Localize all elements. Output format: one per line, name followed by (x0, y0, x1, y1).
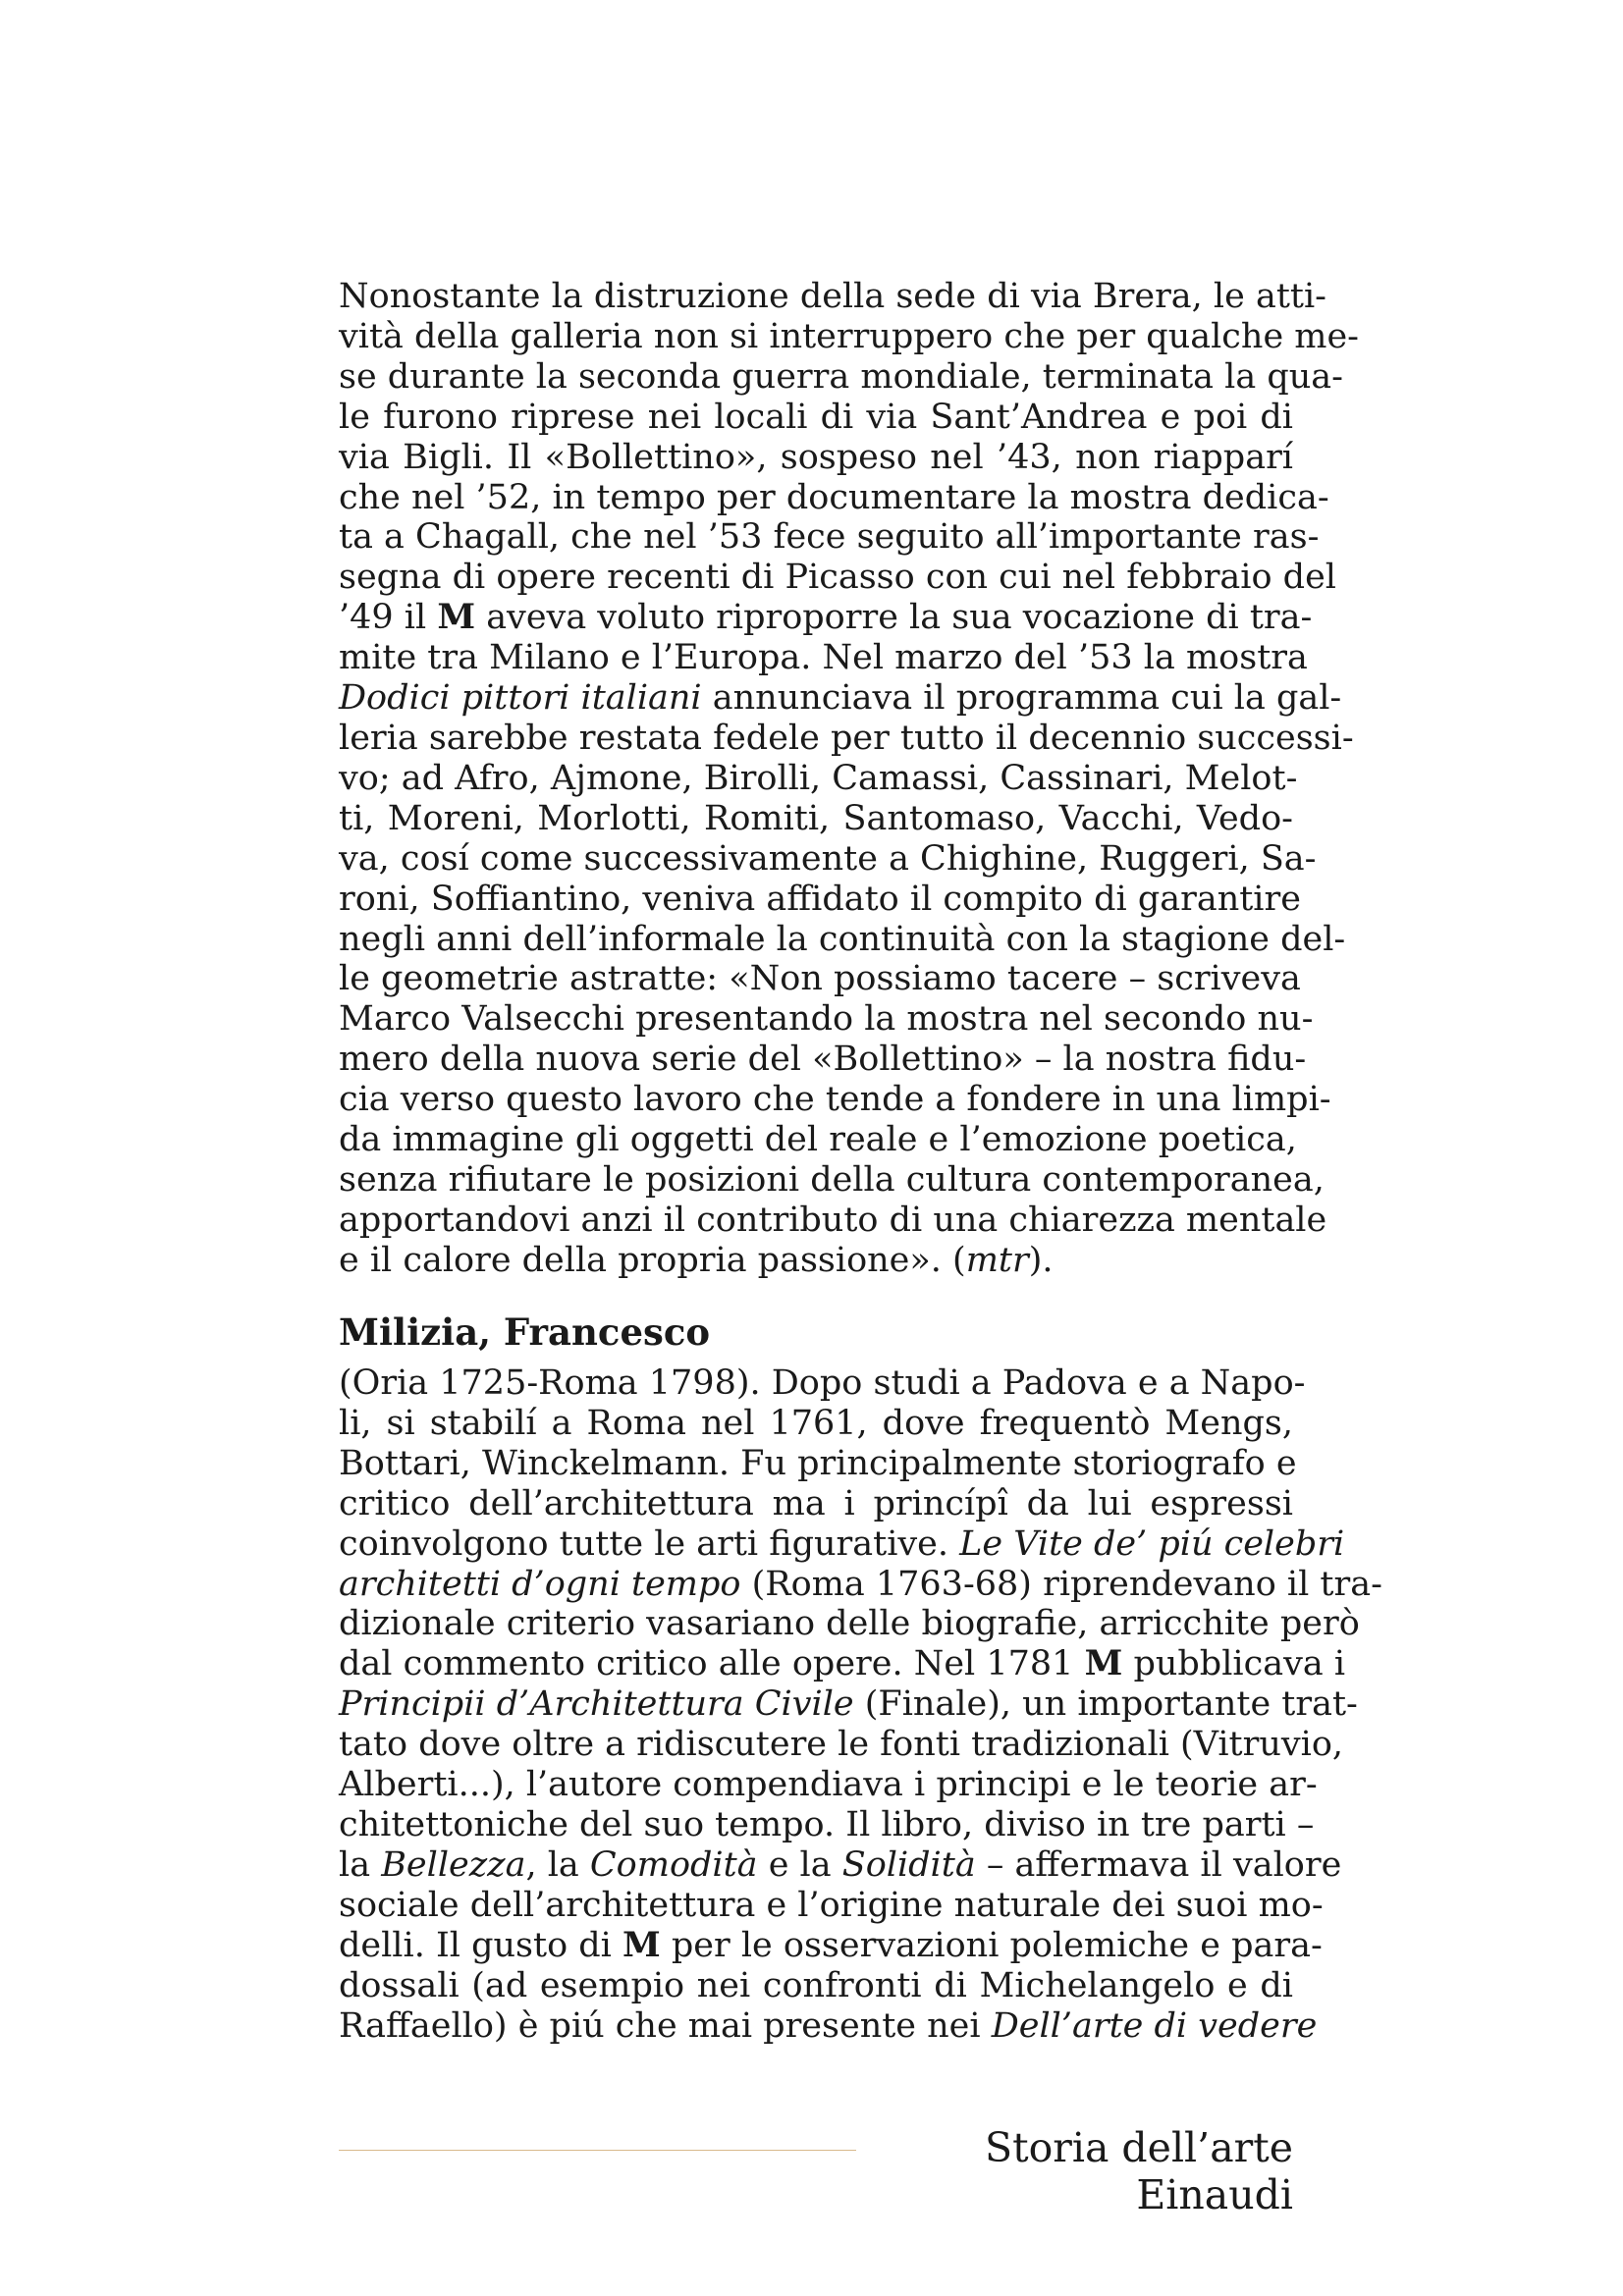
text-line: vo; ad Afro, Ajmone, Birolli, Camassi, Cassinari, Melot- (339, 758, 1298, 798)
text-run: – affermava il valore (975, 1844, 1342, 1885)
text-run: ’49 il (339, 598, 438, 638)
text-line: mero della nuova serie del «Bollettino» – la nostra fidu- (339, 1040, 1307, 1080)
footer-series-title: Storia dell’arte Einaudi (985, 2124, 1293, 2218)
text-line: dossali (ad esempio nei confronti di Michelangelo e di (339, 1965, 1293, 2005)
subject-abbreviation: M (437, 597, 476, 638)
text-line: le furono riprese nei locali di via Sant’Andrea e poi di (339, 397, 1293, 437)
text-line (339, 1643, 1346, 1684)
entry-heading: Milizia, Francesco (339, 1310, 711, 1354)
italic-title: Principii d’Architettura Civile (339, 1684, 854, 1725)
italic-title: Bellezza (381, 1844, 526, 1885)
text-run: e la (757, 1844, 842, 1885)
italic-title: Comodità (589, 1844, 758, 1885)
text-line: Nonostante la distruzione della sede di via Brera, le atti- (339, 277, 1326, 316)
text-line (339, 1241, 1293, 1281)
text-line: da immagine gli oggetti del reale e l’emozione poetica, (339, 1120, 1297, 1160)
body-paragraph-milizia (339, 1363, 1382, 2046)
text-run: la (339, 1844, 382, 1885)
text-run: pubblicava i (1122, 1644, 1346, 1684)
body-paragraph-gallery (339, 277, 1360, 1281)
text-line (339, 1564, 1382, 1605)
text-line: tato dove oltre a ridiscutere le fonti tradizionali (Vitruvio, (339, 1725, 1344, 1765)
text-line: vità della galleria non si interruppero che per qualche me- (339, 316, 1360, 356)
text-line: critico dell’architettura ma i princípî da lui espressi (339, 1483, 1293, 1523)
text-run: e il calore della propria passione». ( (339, 1240, 966, 1280)
text-line: che nel ’52, in tempo per documentare la mostra dedica- (339, 477, 1329, 517)
text-line: Alberti...), l’autore compendiava i principi e le teorie ar- (339, 1765, 1318, 1805)
text-line (339, 1684, 1358, 1725)
text-line: segna di opere recenti di Picasso con cui nel febbraio del (339, 558, 1336, 598)
text-run: Raffaello) è piú che mai presente nei (339, 2005, 992, 2046)
text-line: ti, Moreni, Morlotti, Romiti, Santomaso, Vacchi, Vedo- (339, 798, 1293, 838)
subject-abbreviation: M (1084, 1643, 1123, 1684)
text-line: se durante la seconda guerra mondiale, terminata la qua- (339, 356, 1343, 397)
italic-title: Le Vite de’ piú celebri (959, 1523, 1345, 1564)
text-line: roni, Soffiantino, veniva affidato il compito di garantire (339, 879, 1301, 919)
text-line: leria sarebbe restata fedele per tutto il decennio successi- (339, 718, 1354, 758)
text-run: (Finale), un importante trat- (853, 1684, 1358, 1725)
italic-title: architetti d’ogni tempo (339, 1564, 741, 1604)
text-run: (Roma 1763-68) riprendevano il tra- (740, 1564, 1382, 1604)
italic-title: mtr (965, 1240, 1029, 1280)
text-line (339, 1523, 1345, 1565)
text-line: cia verso questo lavoro che tende a fondere in una limpi- (339, 1080, 1331, 1120)
text-line: chitettoniche del suo tempo. Il libro, diviso in tre parti – (339, 1804, 1315, 1844)
text-run: delli. Il gusto di (339, 1925, 622, 1965)
footer-divider (339, 2150, 856, 2151)
text-line: senza rifiutare le posizioni della cultura contemporanea, (339, 1159, 1325, 1200)
text-run: per le osservazioni polemiche e para- (660, 1925, 1323, 1965)
text-line: dizionale criterio vasariano delle biografie, arricchite però (339, 1604, 1360, 1644)
text-line: via Bigli. Il «Bollettino», sospeso nel ’43, non riapparí (339, 437, 1293, 477)
text-run: dal commento critico alle opere. Nel 1781 (339, 1644, 1085, 1684)
text-line: ta a Chagall, che nel ’53 fece seguito all’importante ras- (339, 517, 1320, 558)
text-line (339, 1844, 1342, 1886)
text-line: mite tra Milano e l’Europa. Nel marzo del ’53 la mostra (339, 638, 1308, 678)
text-line: Bottari, Winckelmann. Fu principalmente storiografo e (339, 1443, 1297, 1483)
italic-title: Dell’arte di vedere (991, 2005, 1318, 2046)
subject-abbreviation: M (622, 1924, 661, 1965)
text-run: ). (1028, 1240, 1054, 1280)
text-line: li, si stabilí a Roma nel 1761, dove frequentò Mengs, (339, 1403, 1293, 1443)
italic-title: Solidità (841, 1844, 976, 1885)
text-line (339, 1924, 1323, 1966)
text-run: coinvolgono tutte le arti figurative. (339, 1523, 960, 1564)
text-line (339, 678, 1342, 719)
text-line: sociale dell’architettura e l’origine naturale dei suoi mo- (339, 1885, 1324, 1925)
text-line (339, 597, 1313, 638)
text-run: annunciava il programma cui la gal- (701, 678, 1342, 719)
text-line: (Oria 1725-Roma 1798). Dopo studi a Padova e a Napo- (339, 1363, 1306, 1403)
text-line (339, 2005, 1318, 2047)
text-run: , la (525, 1844, 590, 1885)
text-line: le geometrie astratte: «Non possiamo tacere – scriveva (339, 959, 1301, 999)
text-line: Marco Valsecchi presentando la mostra nel secondo nu- (339, 999, 1314, 1040)
italic-title: Dodici pittori italiani (339, 678, 702, 719)
text-line: negli anni dell’informale la continuità con la stagione del- (339, 919, 1346, 959)
text-run: aveva voluto riproporre la sua vocazione di tra- (475, 598, 1313, 638)
text-line: va, cosí come successivamente a Chighine, Ruggeri, Sa- (339, 838, 1317, 879)
text-line: apportandovi anzi il contributo di una chiarezza mentale (339, 1200, 1327, 1240)
